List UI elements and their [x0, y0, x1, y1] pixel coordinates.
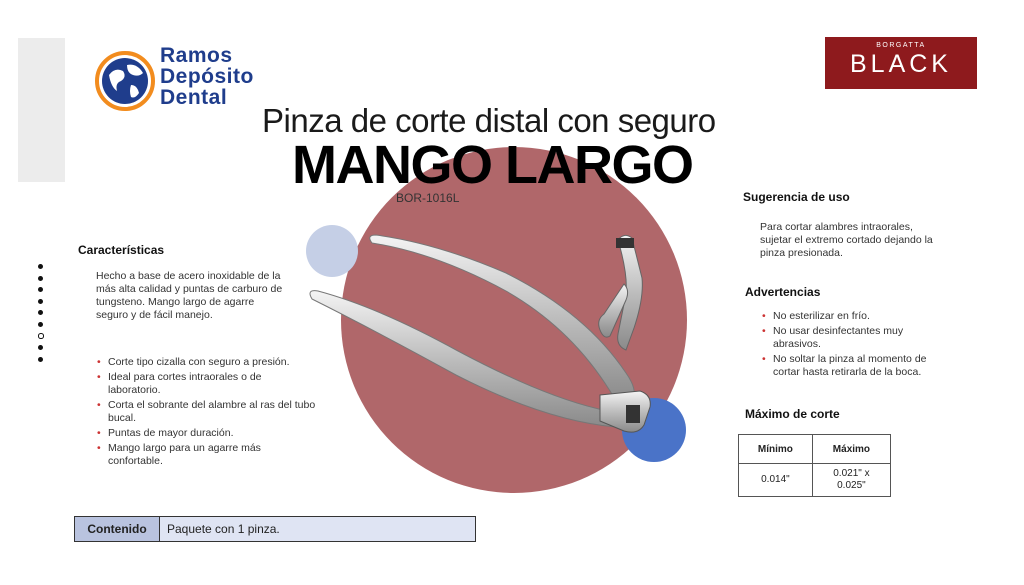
- logo-line-2: Depósito: [160, 65, 254, 88]
- side-dots: [38, 264, 44, 368]
- dot: [38, 276, 43, 281]
- list-item: • No usar desinfectantes muy abrasivos.: [761, 325, 933, 351]
- brand-small-text: BORGATTA: [876, 42, 926, 49]
- dot: [38, 322, 43, 327]
- max-cut-table: [738, 434, 891, 497]
- contents-value: Paquete con 1 pinza.: [160, 517, 475, 541]
- features-heading: Características: [78, 243, 165, 257]
- dot: [38, 264, 43, 269]
- dot: [38, 357, 43, 362]
- dot: [38, 310, 43, 315]
- max-cut-heading: Máximo de corte: [745, 407, 840, 421]
- list-item: • Ideal para cortes intraorales o de laboratorio.: [96, 371, 316, 397]
- max-value: [812, 464, 890, 497]
- brand-logo: [825, 37, 977, 89]
- column-header-max: Máximo: [812, 435, 890, 464]
- warnings-list: [761, 310, 933, 381]
- warnings-heading: Advertencias: [745, 285, 821, 299]
- pliers-image: [300, 225, 700, 475]
- max-value-line-2: 0.025": [837, 480, 866, 491]
- list-item: • No esterilizar en frío.: [761, 310, 933, 323]
- dot-hollow: [38, 333, 44, 339]
- list-item: • Puntas de mayor duración.: [96, 427, 316, 440]
- features-description: Hecho a base de acero inoxidable de la más alta calidad y puntas de carburo de tungsteno. Mango largo de agarre seguro y de fácil manejo.: [96, 270, 283, 321]
- max-value-line-1: 0.021" x: [833, 468, 870, 479]
- logo-line-1: Ramos: [160, 44, 233, 67]
- product-code: BOR-1016L: [396, 191, 460, 205]
- features-list: [96, 356, 316, 470]
- list-item: • No soltar la pinza al momento de cortar hasta retirarla de la boca.: [761, 353, 933, 379]
- logo-text: [160, 46, 254, 109]
- usage-heading: Sugerencia de uso: [743, 190, 850, 204]
- dot: [38, 299, 43, 304]
- table-row: [739, 464, 891, 497]
- min-value: 0.014": [739, 464, 813, 497]
- usage-text: Para cortar alambres intraorales, sujetar el extremo cortado dejando la pinza presionada.: [760, 221, 933, 259]
- brand-big-text: BLACK: [850, 50, 952, 78]
- column-header-min: Mínimo: [739, 435, 813, 464]
- dot: [38, 345, 43, 350]
- product-title: Pinza de corte distal con seguro: [262, 102, 716, 139]
- dot: [38, 287, 43, 292]
- list-item: • Corte tipo cizalla con seguro a presión.: [96, 356, 316, 369]
- contents-box: [74, 516, 476, 542]
- product-subtitle: MANGO LARGO: [292, 135, 693, 195]
- logo-line-3: Dental: [160, 86, 228, 109]
- contents-label: Contenido: [75, 517, 160, 541]
- table-header-row: [739, 435, 891, 464]
- list-item: • Mango largo para un agarre más confortable.: [96, 442, 316, 468]
- decorative-grey-block: [18, 38, 65, 182]
- list-item: • Corta el sobrante del alambre al ras del tubo bucal.: [96, 399, 316, 425]
